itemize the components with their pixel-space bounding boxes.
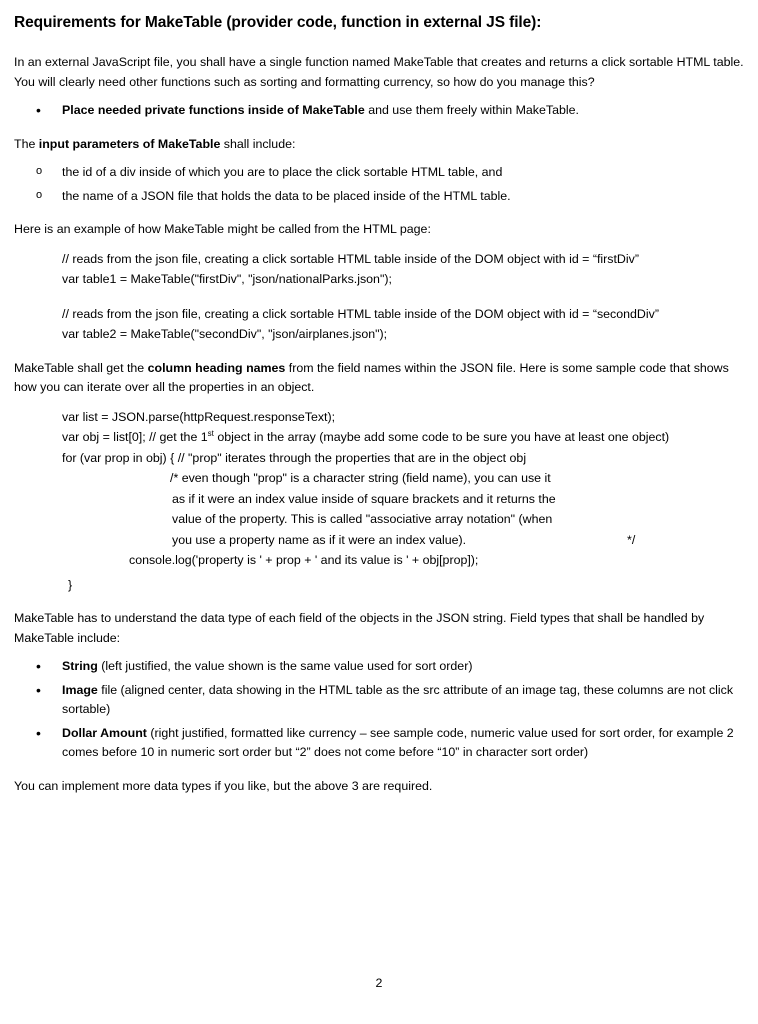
page-number: 2: [375, 976, 383, 990]
code-line: var table2 = MakeTable("secondDiv", "json/airplanes.json");: [62, 327, 388, 341]
code-comment: value of the property. This is called "associative array notation" (when: [172, 512, 553, 526]
document-page: [14, 14, 744, 796]
sample-code: [14, 407, 744, 596]
text: from the field names within the JSON file. Here is some sample code that shows how you can iterate over all the properties in an object.: [14, 360, 729, 394]
example-1: [14, 249, 744, 290]
bold-text: input parameters of MakeTable: [38, 136, 221, 151]
bold-text: Place needed private functions inside of MakeTable: [62, 103, 365, 117]
closing-paragraph: You can implement more data types if you like, but the above 3 are required.: [14, 778, 433, 793]
field-types-list: [14, 657, 744, 763]
page-title: Requirements for MakeTable (provider code, function in external JS file):: [14, 14, 542, 31]
code-line: for (var prop in obj) { // "prop" iterates through the properties that are in the object obj: [62, 450, 527, 465]
types-intro: MakeTable has to understand the data type of each field of the objects in the JSON string. Field types that shall be handled by MakeTable include:: [14, 611, 705, 645]
code-line: [14, 427, 744, 448]
text: object in the array (maybe add some code to be sure you have at least one object): [213, 430, 670, 444]
text: MakeTable shall get the: [14, 360, 148, 375]
bold-text: String: [62, 659, 98, 673]
item-text: file (aligned center, data showing in the HTML table as the src attribute of an image tag, these columns are not click sortable): [62, 682, 734, 716]
comment-end: */: [627, 532, 636, 547]
code-comment: /* even though "prop" is a character string (field name), you can use it: [170, 471, 551, 485]
list-item: o the name of a JSON file that holds the data to be placed inside of the HTML table.: [14, 187, 744, 207]
params-list: [14, 163, 744, 206]
code-comment: as if it were an index value inside of square brackets and it returns the: [172, 491, 556, 506]
code-line: console.log('property is ' + prop + ' and its value is ' + obj[prop]);: [129, 553, 479, 567]
example-2: [14, 304, 744, 345]
text: you use a property name as if it were an index value).: [172, 532, 467, 547]
list-item: o the id of a div inside of which you are to place the click sortable HTML table, and: [14, 163, 744, 183]
item-text: (right justified, formatted like currency – see sample code, numeric value used for sort order, for example 2 comes before 10 in numeric sort order but “2” does not come before “10” in character sort order): [62, 725, 734, 759]
code-line: var table1 = MakeTable("firstDiv", "json/nationalParks.json");: [62, 272, 392, 286]
text: shall include:: [220, 136, 296, 151]
bold-text: Image: [62, 682, 98, 697]
code-line: var list = JSON.parse(httpRequest.responseText);: [62, 409, 336, 424]
bold-text: column heading names: [147, 360, 286, 375]
code-line: }: [68, 577, 73, 592]
superscript: st: [207, 428, 214, 438]
intro-paragraph: In an external JavaScript file, you shall have a single function named MakeTable that creates and returns a click sortable HTML table. You will clearly need other functions such as sorting and formatting currency, so how do you manage this?: [14, 55, 744, 89]
list-item: [14, 724, 744, 763]
list-item: [14, 657, 744, 677]
code-comment: // reads from the json file, creating a click sortable HTML table inside of the DOM object with id = “secondDiv”: [62, 306, 659, 321]
list-item: [14, 101, 744, 121]
item-text: (left justified, the value shown is the same value used for sort order): [97, 659, 473, 673]
heading-paragraph: [14, 359, 744, 398]
example-intro: Here is an example of how MakeTable might be called from the HTML page:: [14, 222, 431, 236]
code-comment: // reads from the json file, creating a click sortable HTML table inside of the DOM object with id = “firstDiv”: [62, 251, 639, 266]
list-item: [14, 681, 744, 720]
params-intro: [14, 135, 744, 155]
text: The: [14, 136, 39, 151]
bold-text: Dollar Amount: [62, 725, 147, 740]
code-comment: [14, 530, 744, 551]
private-functions-list: [14, 101, 744, 121]
item-text: and use them freely within MakeTable.: [364, 103, 579, 117]
text: var obj = list[0]; // get the 1: [62, 430, 208, 444]
